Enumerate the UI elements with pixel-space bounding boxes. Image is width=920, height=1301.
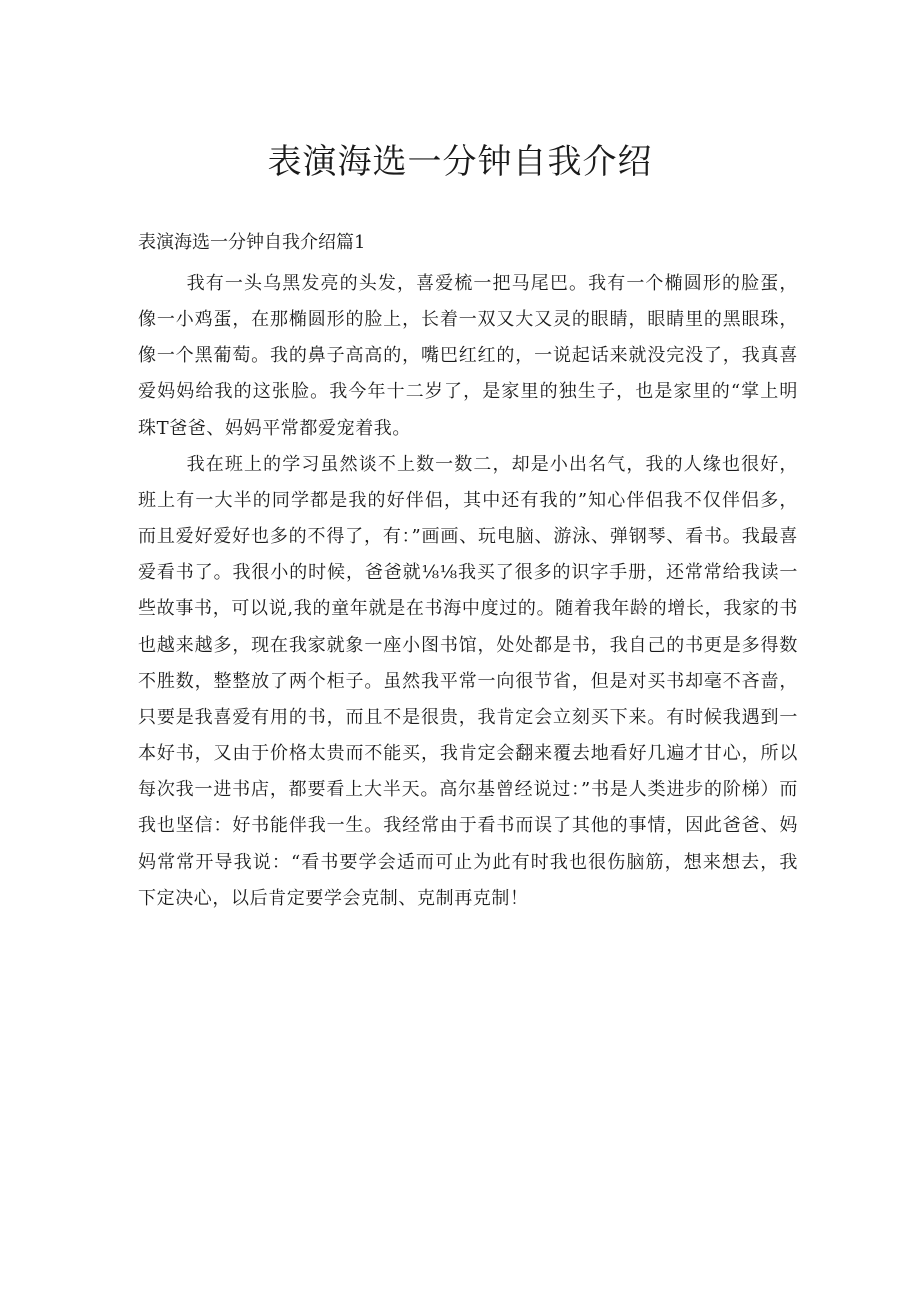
page-title: 表演海选一分钟自我介绍	[267, 142, 653, 182]
article-body	[138, 266, 798, 917]
section-heading: 表演海选一分钟自我介绍篇1	[138, 232, 366, 253]
paragraph: 我有一头乌黑发亮的头发，喜爱梳一把马尾巴。我有一个椭圆形的脸蛋，像一小鸡蛋，在那椭圆形的脸上，长着一双又大又灵的眼睛，眼睛里的黑眼珠，像一个黑葡萄。我的鼻子高高的，嘴巴红红的，一说起话来就没完没了，我真喜爱妈妈给我的这张脸。我今年十二岁了，是家里的独生子，也是家里的“掌上明珠T爸爸、妈妈平常都爱宠着我。	[138, 273, 798, 439]
paragraph: 我在班上的学习虽然谈不上数一数二，却是小出名气，我的人缘也很好，班上有一大半的同学都是我的好伴侣，其中还有我的”知心伴侣我不仅伴侣多，而且爱好爱好也多的不得了，有：”画画、玩电脑、游泳、弹钢琴、看书。我最喜爱看书了。我很小的时候，爸爸就⅛⅛我买了很多的识字手册，还常常给我读一些故事书，可以说,我的童年就是在书海中度过的。随着我年龄的增长，我家的书也越来越多，现在我家就象一座小图书馆，处处都是书，我自己的书更是多得数不胜数，整整放了两个柜子。虽然我平常一向很节省，但是对买书却毫不吝啬，只要是我喜爱有用的书，而且不是很贵，我肯定会立刻买下来。有时候我遇到一本好书，又由于价格太贵而不能买，我肯定会翻来覆去地看好几遍才甘心，所以每次我一进书店，都要看上大半天。高尔基曾经说过：”书是人类进步的阶梯）而我也坚信：好书能伴我一生。我经常由于看书而误了其他的事情，因此爸爸、妈妈常常开导我说：“看书要学会适而可止为此有时我也很伤脑筋，想来想去，我下定决心，以后肯定要学会克制、克制再克制！	[138, 453, 798, 909]
